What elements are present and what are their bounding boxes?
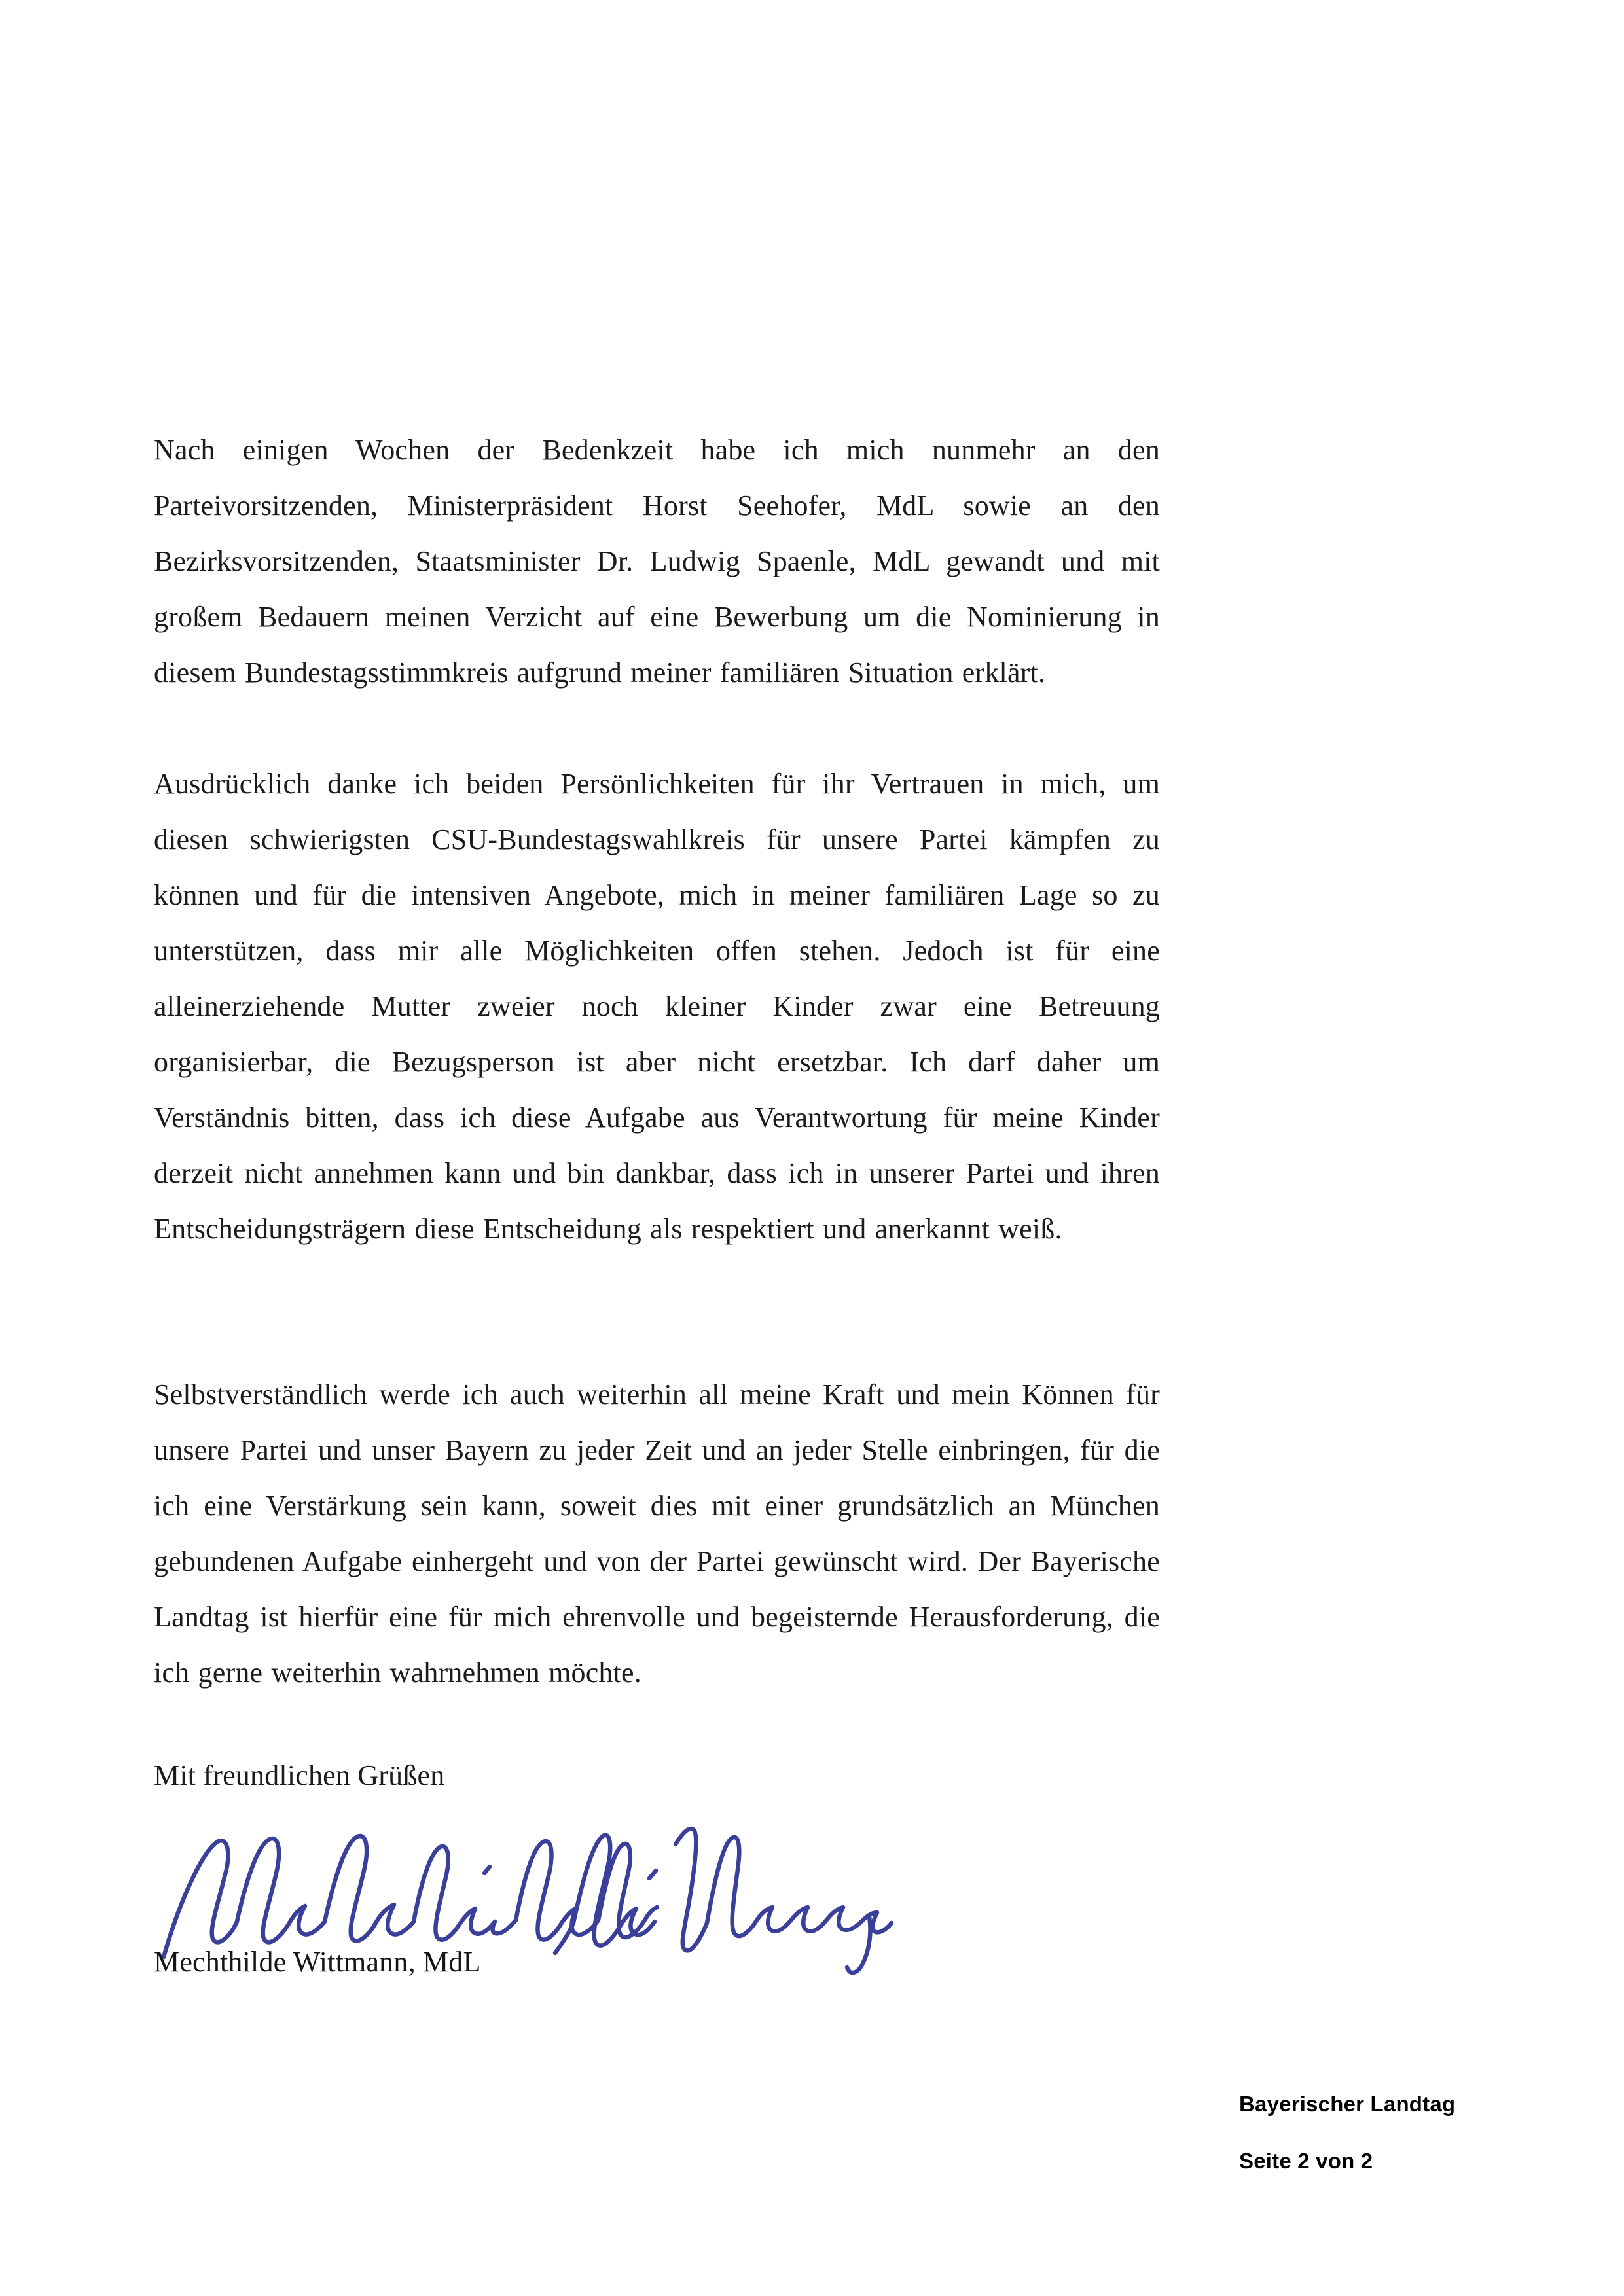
footer-organization: Bayerischer Landtag — [1239, 2092, 1456, 2116]
signature-stroke-last-name-2 — [676, 1829, 892, 1950]
signature-stroke-i-dot-2 — [649, 1871, 656, 1878]
body-paragraph-2: Ausdrücklich danke ich beiden Persönlichkeiten für ihr Vertrauen in mich, um diesen schwierigsten CSU-Bundestagswahlkreis für unsere Partei kämpfen zu können und für die intensiven Angebote, mich in meiner familiären Lage so zu unterstützen, dass mir alle Möglichkeiten offen stehen. Jedoch ist für eine alleinerziehende Mutter zweier noch kleiner Kinder zwar eine Betreuung organisierbar, die Bezugsperson ist aber nicht ersetzbar. Ich darf daher um Verständnis bitten, dass ich diese Aufgabe aus Verantwortung für meine Kinder derzeit nicht annehmen kann und bin dankbar, dass ich in unserer Partei und ihren Entscheidungsträgern diese Entscheidung als respektiert und anerkannt weiß. — [154, 768, 1160, 1245]
signature-stroke-i-dot-1 — [484, 1867, 490, 1873]
body-paragraph-1: Nach einigen Wochen der Bedenkzeit habe ich mich nunmehr an den Parteivorsitzenden, Ministerpräsident Horst Seehofer, MdL sowie an den Bezirksvorsitzenden, Staatsminister Dr. Ludwig Spaenle, MdL gewandt und mit großem Bedauern meinen Verzicht auf eine Bewerbung um die Nominierung in diesem Bundestagsstimmkreis aufgrund meiner familiären Situation erklärt. — [154, 434, 1160, 689]
closing-salutation: Mit freundlichen Grüßen — [154, 1759, 445, 1791]
footer-page-number: Seite 2 von 2 — [1239, 2149, 1373, 2173]
signatory-name: Mechthilde Wittmann, MdL — [154, 1946, 481, 1978]
body-paragraph-3: Selbstverständlich werde ich auch weiterhin all meine Kraft und mein Können für unsere Partei und unser Bayern zu jeder Zeit und an jeder Stelle einbringen, für die ich eine Verstärkung sein kann, soweit dies mit einer grundsätzlich an München gebundenen Aufgabe einhergeht und von der Partei gewünscht wird. Der Bayerische Landtag ist hierfür eine für mich ehrenvolle und begeisternde Herausforderung, die ich gerne weiterhin wahrnehmen möchte. — [154, 1378, 1160, 1689]
